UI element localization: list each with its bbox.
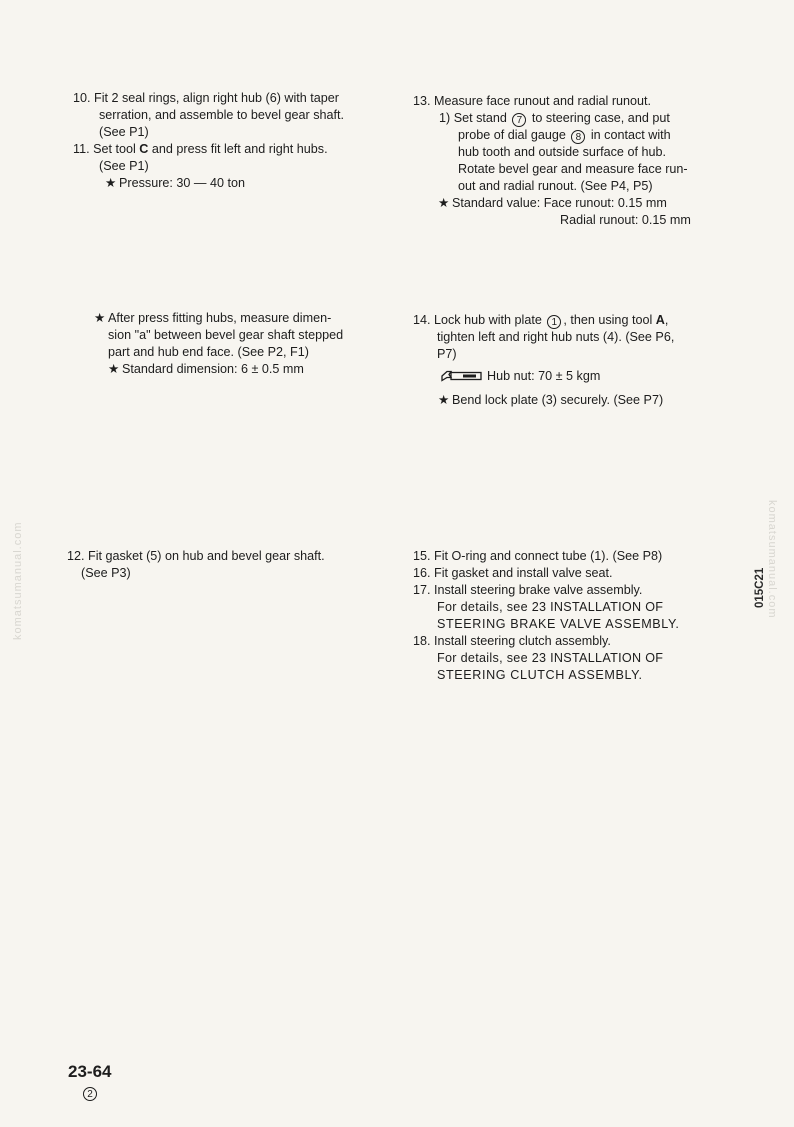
- step-13-standard: ★ Standard value: Face runout: 0.15 mm: [438, 196, 667, 210]
- star-icon: ★: [438, 393, 450, 407]
- callout-8-icon: 8: [571, 130, 585, 144]
- callout-1-icon: 1: [547, 315, 561, 329]
- step-14-line3: P7): [437, 347, 457, 361]
- step-17-detail1: For details, see 23 INSTALLATION OF: [437, 600, 664, 614]
- step-15: 15. Fit O-ring and connect tube (1). (See P8): [413, 549, 663, 563]
- step-17: 17. Install steering brake valve assembly.: [413, 583, 643, 597]
- step-18-detail1: For details, see 23 INSTALLATION OF: [437, 651, 664, 665]
- step-13-line5: Rotate bevel gear and measure face run-: [458, 162, 688, 176]
- star-icon: ★: [105, 176, 117, 190]
- step-13-line3: probe of dial gauge 8 in contact with: [458, 128, 671, 143]
- step-13-line6: out and radial runout. (See P4, P5): [458, 179, 653, 193]
- step-13-line4: hub tooth and outside surface of hub.: [458, 145, 666, 159]
- step-10-11-block: [73, 90, 344, 192]
- step-14-note: ★ Bend lock plate (3) securely. (See P7): [438, 393, 664, 407]
- step-18: 18. Install steering clutch assembly.: [413, 634, 611, 648]
- star-icon: ★: [108, 362, 120, 376]
- hub-note-line3: part and hub end face. (See P2, F1): [108, 345, 309, 359]
- star-icon: ★: [94, 311, 106, 325]
- step-12-line1: 12. Fit gasket (5) on hub and bevel gear shaft.: [67, 549, 325, 563]
- step-13-line1: 13. Measure face runout and radial runout.: [413, 94, 652, 108]
- revision-mark-icon: 2: [83, 1087, 97, 1101]
- step-13-line2: 1) Set stand 7 to steering case, and put: [439, 111, 670, 126]
- step-10-line2: serration, and assemble to bevel gear shaft.: [99, 108, 345, 122]
- star-icon: ★: [438, 196, 450, 210]
- step-17-detail2: STEERING BRAKE VALVE ASSEMBLY.: [437, 617, 680, 631]
- step-11-line2: (See P1): [99, 159, 149, 173]
- callout-7-icon: 7: [512, 113, 526, 127]
- step-11-line1: 11. Set tool C and press fit left and right hubs.: [73, 142, 328, 156]
- hub-dimension-note: [94, 310, 343, 378]
- step-14-line1: 14. Lock hub with plate 1 , then using tool A,: [413, 313, 669, 328]
- step-12-line2: (See P3): [81, 566, 131, 580]
- watermark-right: komatsumanual.com: [766, 500, 778, 619]
- step-10-line1: 10. Fit 2 seal rings, align right hub (6) with taper: [73, 91, 339, 105]
- steps-15-18-block: [413, 548, 679, 684]
- hub-note-line2: sion "a" between bevel gear shaft stepped: [108, 328, 344, 342]
- step-10-line3: (See P1): [99, 125, 149, 139]
- hub-note-line1: ★ After press fitting hubs, measure dimen-: [94, 311, 332, 325]
- step-11-note: ★ Pressure: 30 — 40 ton: [105, 176, 246, 190]
- step-13-standard2: Radial runout: 0.15 mm: [560, 213, 691, 227]
- hub-note-line4: ★ Standard dimension: 6 ± 0.5 mm: [108, 362, 304, 376]
- side-code: 015C21: [754, 567, 766, 608]
- step-18-detail2: STEERING CLUTCH ASSEMBLY.: [437, 668, 643, 682]
- step-14-block: [413, 312, 674, 409]
- page-number: 23-64: [68, 1062, 112, 1081]
- step-16: 16. Fit gasket and install valve seat.: [413, 566, 613, 580]
- step-14-torque: Hub nut: 70 ± 5 kgm: [413, 368, 674, 387]
- step-13-block: [413, 93, 691, 229]
- step-14-line2: tighten left and right hub nuts (4). (See P6,: [437, 330, 675, 344]
- torque-wrench-icon: [441, 370, 483, 387]
- step-12-block: [67, 548, 325, 582]
- watermark-left: komatsumanual.com: [12, 521, 24, 640]
